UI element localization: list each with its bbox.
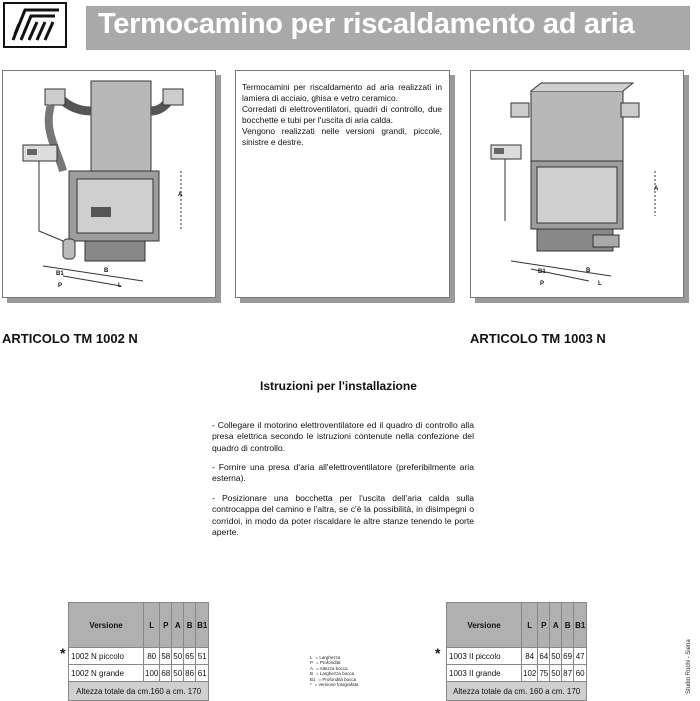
legend-key: P (310, 660, 314, 666)
cell: 1002 N piccolo (69, 648, 144, 665)
spec-table-left (68, 602, 209, 701)
dim-label-l-right: L (598, 281, 602, 287)
company-logo (3, 2, 67, 48)
description-text (242, 82, 442, 148)
header-l: L (144, 603, 160, 648)
photographed-marker-left: * (60, 645, 66, 661)
legend-item (310, 682, 361, 687)
legend-key: B (310, 671, 314, 677)
legend-key: A (310, 665, 314, 671)
table-header-row (447, 603, 587, 648)
dim-label-p-left: P (58, 283, 63, 289)
dim-label-b1-right: B1 (538, 269, 546, 275)
cell: 61 (196, 665, 209, 682)
cell: 64 (538, 648, 550, 665)
article-label-right: ARTICOLO TM 1003 N (470, 331, 606, 346)
cell: 68 (160, 665, 172, 682)
header-p: P (538, 603, 550, 648)
header-b1: B1 (196, 603, 209, 648)
cell: 102 (522, 665, 538, 682)
cell: 84 (522, 648, 538, 665)
legend (310, 655, 361, 687)
dim-label-b-left: B (104, 268, 109, 274)
cell: 50 (550, 665, 562, 682)
legend-text: = Larghezza bocca (316, 671, 355, 677)
description-line: Vengono realizzati nelle versioni grandi, piccole, sinistre e destre. (242, 126, 442, 147)
header-l: L (522, 603, 538, 648)
cell: 65 (184, 648, 196, 665)
header-b1: B1 (574, 603, 587, 648)
table-row (447, 665, 587, 682)
description-line: Corredati di elettroventilatori, quadri di controllo, due bocchette e tubi per l'uscita di aria calda. (242, 104, 442, 125)
cell: 69 (562, 648, 574, 665)
cell: 80 (144, 648, 160, 665)
cell: 60 (574, 665, 587, 682)
dim-label-l-left: L (118, 283, 122, 289)
cell: 51 (196, 648, 209, 665)
dim-label-a-left: A (178, 192, 183, 198)
cell: 50 (172, 648, 184, 665)
cell: 58 (160, 648, 172, 665)
dim-label-b1-left: B1 (56, 271, 64, 277)
cell: 47 (574, 648, 587, 665)
page-title: Termocamino per riscaldamento ad aria (98, 8, 635, 40)
table-header-row (69, 603, 209, 648)
legend-key: * (310, 682, 312, 688)
cell: 86 (184, 665, 196, 682)
logo-stripes-graphic (5, 4, 65, 46)
table-row (69, 665, 209, 682)
header-p: P (160, 603, 172, 648)
legend-text: = versione fotografata (314, 682, 359, 688)
photographed-marker-right: * (435, 645, 441, 661)
description-line: Termocamini per riscaldamento ad aria realizzati in lamiera di acciaio, ghisa e vetro ceramico. (242, 82, 442, 103)
cell: 87 (562, 665, 574, 682)
legend-key: L (310, 655, 313, 660)
cell: 75 (538, 665, 550, 682)
fireplace-drawing-right (471, 71, 683, 297)
legend-text: = Profondità (316, 660, 341, 666)
header-versione: Versione (447, 603, 522, 648)
table-footer-row (447, 682, 587, 701)
dim-label-p-right: P (540, 281, 545, 287)
installation-step: - Collegare il motorino elettroventilatore ed il quadro di controllo alla presa elettrica secondo le istruzioni contenute nella confezione del quadro di controllo. (212, 420, 474, 453)
header-b: B (184, 603, 196, 648)
installation-step: - Fornire una presa d'aria all'elettroventilatore (preferibilmente aria esterna). (212, 462, 474, 484)
legend-text: = Altezza bocca (316, 665, 348, 671)
product-image-right (470, 70, 684, 298)
installation-heading: Istruzioni per l'installazione (260, 379, 417, 393)
cell: 1002 N grande (69, 665, 144, 682)
table-footer-row (69, 682, 209, 701)
studio-credit: Studio Rochi - Siena (686, 639, 692, 694)
installation-step: - Posizionare una bocchetta per l'uscita dell'aria calda sulla controcappa del camino e l'altra, se c'è la possibilità, in disimpegni o corridoi, in modo da poter riscaldare le altre stanze tenendo le porte aperte. (212, 493, 474, 537)
cell: 50 (550, 648, 562, 665)
legend-text: = Larghezza (315, 655, 341, 660)
cell: 50 (172, 665, 184, 682)
product-image-left (2, 70, 216, 298)
cell: 100 (144, 665, 160, 682)
header-b: B (562, 603, 574, 648)
legend-text: = Profondità bocca (318, 676, 357, 682)
cell: 1003 II grande (447, 665, 522, 682)
legend-key: B1 (310, 676, 316, 682)
dim-label-a-right: A (654, 186, 659, 192)
header-a: A (550, 603, 562, 648)
total-height-note: Altezza totale da cm. 160 a cm. 170 (447, 682, 587, 701)
total-height-note: Altezza totale da cm.160 a cm. 170 (69, 682, 209, 701)
header-a: A (172, 603, 184, 648)
table-row (447, 648, 587, 665)
table-row (69, 648, 209, 665)
spec-table-right (446, 602, 587, 701)
fireplace-drawing-left (3, 71, 215, 297)
article-label-left: ARTICOLO TM 1002 N (2, 331, 138, 346)
legend-item (310, 671, 361, 676)
header-versione: Versione (69, 603, 144, 648)
cell: 1003 II piccolo (447, 648, 522, 665)
dim-label-b-right: B (586, 268, 591, 274)
